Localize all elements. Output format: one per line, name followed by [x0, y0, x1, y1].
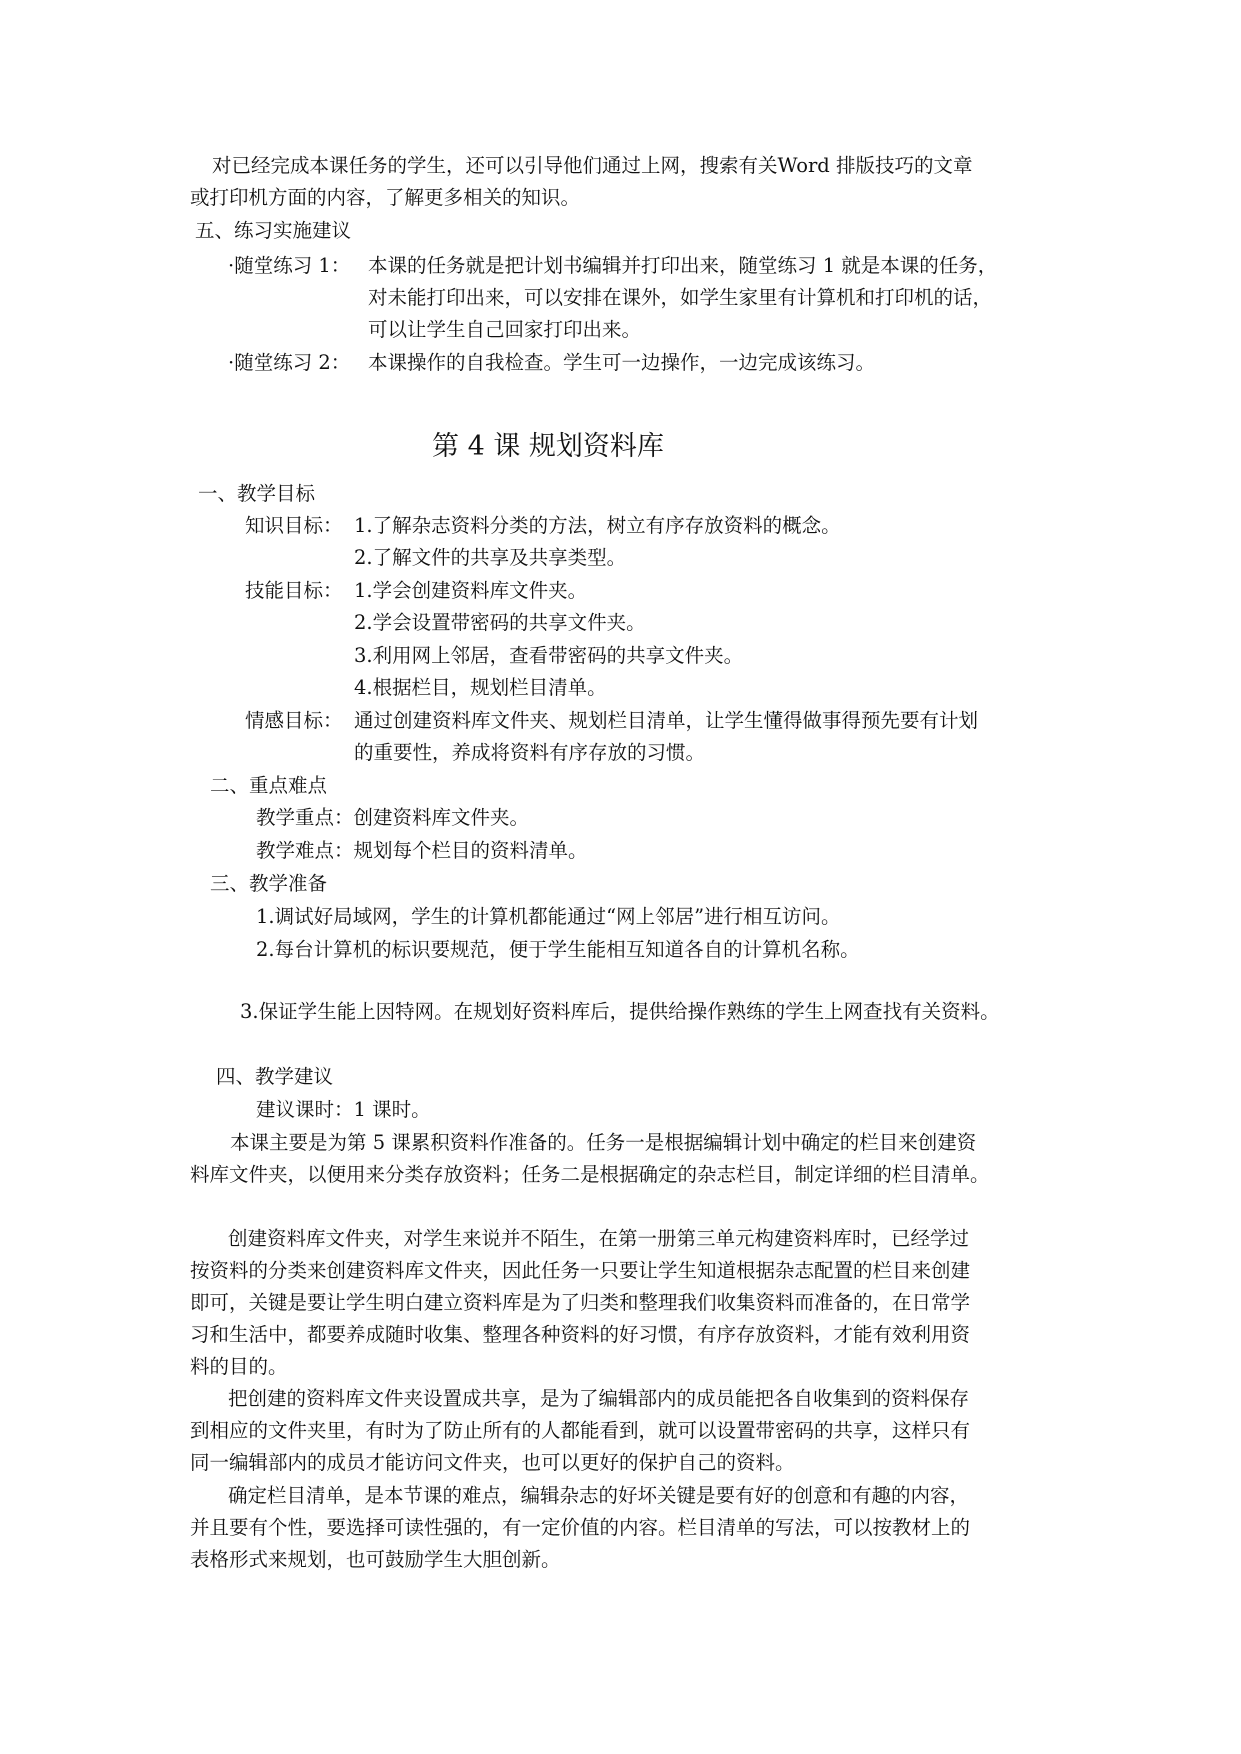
skill-goal-1: 1.学会创建资料库文件夹。: [354, 579, 588, 602]
lesson-title: 第 4 课 规划资料库: [432, 431, 664, 462]
suggestion-para-2-line-5: 料的目的。: [190, 1355, 288, 1378]
suggestion-para-2-line-3: 即可，关键是要让学生明白建立资料库是为了归类和整理我们收集资料而准备的，在日常学: [190, 1291, 971, 1314]
suggestion-para-4-line-1: 确定栏目清单，是本节课的难点，编辑杂志的好坏关键是要有好的创意和有趣的内容，: [228, 1484, 970, 1507]
skill-goal-2: 2.学会设置带密码的共享文件夹。: [354, 611, 646, 634]
suggestion-para-1-line-1: 本课主要是为第 5 课累积资料作准备的。任务一是根据编辑计划中确定的栏目来创建资: [230, 1131, 977, 1154]
suggestion-para-4-line-3: 表格形式来规划，也可鼓励学生大胆创新。: [190, 1548, 561, 1571]
skill-goal-3: 3.利用网上邻居，查看带密码的共享文件夹。: [354, 644, 744, 667]
practice-item-1-line-1: 本课的任务就是把计划书编辑并打印出来，随堂练习 1 就是本课的任务，: [368, 254, 998, 277]
suggestion-para-2-line-4: 习和生活中，都要养成随时收集、整理各种资料的好习惯，有序存放资料，才能有效利用资: [190, 1323, 971, 1346]
suggestions-heading: 四、教学建议: [216, 1065, 334, 1088]
knowledge-goal-1: 1.了解杂志资料分类的方法，树立有序存放资料的概念。: [354, 514, 841, 537]
suggestion-para-3-line-3: 同一编辑部内的成员才能访问文件夹，也可以更好的保护自己的资料。: [190, 1451, 795, 1474]
practice-heading: 五、练习实施建议: [195, 219, 352, 242]
practice-item-1-line-2: 对未能打印出来，可以安排在课外，如学生家里有计算机和打印机的话，: [368, 286, 993, 309]
teaching-difficulty: 教学难点：规划每个栏目的资料清单。: [256, 839, 588, 862]
suggested-hours: 建议课时：1 课时。: [256, 1098, 431, 1121]
practice-item-1-label: ·随堂练习 1：: [228, 254, 351, 277]
preparation-item-2: 2.每台计算机的标识要规范，便于学生能相互知道各自的计算机名称。: [256, 938, 860, 961]
preparation-item-1: 1.调试好局域网，学生的计算机都能通过“网上邻居”进行相互访问。: [256, 905, 841, 928]
preparation-heading: 三、教学准备: [210, 872, 328, 895]
suggestion-para-4-line-2: 并且要有个性，要选择可读性强的，有一定价值的内容。栏目清单的写法，可以按教材上的: [190, 1516, 971, 1539]
goals-heading: 一、教学目标: [198, 482, 316, 505]
emotion-goal-label: 情感目标：: [245, 709, 343, 732]
suggestion-para-3-line-1: 把创建的资料库文件夹设置成共享，是为了编辑部内的成员能把各自收集到的资料保存: [228, 1387, 970, 1410]
suggestion-para-2-line-1: 创建资料库文件夹，对学生来说并不陌生，在第一册第三单元构建资料库时，已经学过: [228, 1227, 970, 1250]
emotion-goal-line-2: 的重要性，养成将资料有序存放的习惯。: [354, 741, 706, 764]
knowledge-goal-label: 知识目标：: [245, 514, 343, 537]
preparation-item-3: 3.保证学生能上因特网。在规划好资料库后，提供给操作熟练的学生上网查找有关资料。: [240, 1000, 1000, 1023]
practice-item-2-line-1: 本课操作的自我检查。学生可一边操作，一边完成该练习。: [368, 351, 876, 374]
practice-item-1-line-3: 可以让学生自己回家打印出来。: [368, 318, 642, 341]
suggestion-para-3-line-2: 到相应的文件夹里，有时为了防止所有的人都能看到，就可以设置带密码的共享，这样只有: [190, 1419, 971, 1442]
suggestion-para-2-line-2: 按资料的分类来创建资料库文件夹，因此任务一只要让学生知道根据杂志配置的栏目来创建: [190, 1259, 971, 1282]
teaching-focus: 教学重点：创建资料库文件夹。: [256, 806, 530, 829]
key-points-heading: 二、重点难点: [210, 774, 328, 797]
practice-item-2-label: ·随堂练习 2：: [228, 351, 351, 374]
suggestion-para-1-line-2: 料库文件夹，以便用来分类存放资料；任务二是根据确定的杂志栏目，制定详细的栏目清单。: [190, 1163, 990, 1186]
knowledge-goal-2: 2.了解文件的共享及共享类型。: [354, 546, 627, 569]
skill-goal-label: 技能目标：: [245, 579, 343, 602]
intro-line-1: 对已经完成本课任务的学生，还可以引导他们通过上网，搜索有关Word 排版技巧的文章: [212, 154, 973, 177]
emotion-goal-line-1: 通过创建资料库文件夹、规划栏目清单，让学生懂得做事得预先要有计划: [354, 709, 979, 732]
skill-goal-4: 4.根据栏目，规划栏目清单。: [354, 676, 607, 699]
intro-line-2: 或打印机方面的内容，了解更多相关的知识。: [190, 186, 581, 209]
